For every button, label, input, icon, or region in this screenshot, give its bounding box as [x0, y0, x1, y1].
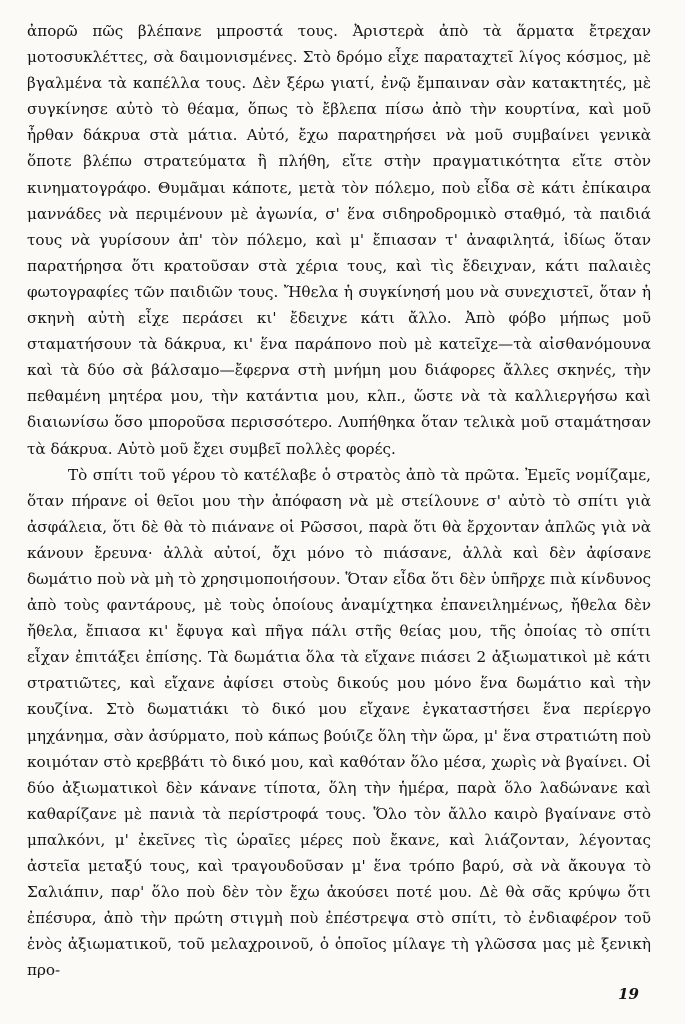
paragraph: ἀπορῶ πῶς βλέπανε μπροστά τους. Ἀριστερὰ ἀπὸ τὰ ἅρματα ἔτρεχαν μοτοσυκλέττες, σὰ δαιμονισμένες. Στὸ δρόμο εἶχε παραταχτεῖ λίγος κόσμος, μὲ βγαλμένα τὰ καπέλλα τους. Δὲν ξέρω γιατί, ἐνῷ ἔμπαιναν σὰν κατακτητές, μὲ συγκίνησε αὐτὸ τὸ θέαμα, ὅπως τὸ ἔβλεπα πίσω ἀπὸ τὴν κουρτίνα, καὶ μοῦ ἦρθαν δάκρυα στὰ μάτια. Αὐτό, ἔχω παρατηρήσει νὰ μοῦ συμβαίνει γενικὰ ὅποτε βλέπω στρατεύματα ἢ πλήθη, εἴτε στὴν πραγματικότητα εἴτε στὸν κινηματογράφο. Θυμᾶμαι κάποτε, μετὰ τὸν πόλεμο, ποὺ εἶδα σὲ κάτι ἐπίκαιρα μαννάδες νὰ περιμένουν μὲ ἀγωνία, σ' ἕνα σιδηροδρομικὸ σταθμό, τὰ παιδιά τους νὰ γυρίσουν ἀπ' τὸν πόλεμο, καὶ μ' ἔπιασαν τ' ἀναφιλητά, ἰδίως ὅταν παρατήρησα ὅτι κρατοῦσαν στὰ χέρια τους, καὶ τὶς ἔδειχναν, κάτι παλαιὲς φωτογραφίες τῶν παιδιῶν τους. Ἤθελα ἡ συγκίνησή μου νὰ συνεχιστεῖ, ὅταν ἡ σκηνὴ αὐτὴ εἶχε περάσει κι' ἔδειχνε κάτι ἄλλο. Ἀπὸ φόβο μήπως μοῦ σταματήσουν τὰ δάκρυα, κι' ἕνα παράπονο ποὺ μὲ κατεῖχε—τὰ αἰσθανόμουνα καὶ τὰ δύο σὰ βάλσαμο—ἔφερνα στὴ μνήμη μου διάφορες ἄλλες σκηνές, τὴν πεθαμένη μητέρα μου, τὴν κατάντια μου, κλπ., ὥστε νὰ τὰ καλλιεργήσω καὶ διαιωνίσω ὅσο μποροῦσα περισσότερο. Λυπήθηκα ὅταν τελικὰ μοῦ σταμάτησαν τὰ δάκρυα. Αὐτὸ μοῦ ἔχει συμβεῖ πολλὲς φορές.: [27, 22, 651, 458]
page-number: 19: [618, 985, 639, 1003]
paragraph: Τὸ σπίτι τοῦ γέρου τὸ κατέλαβε ὁ στρατὸς ἀπὸ τὰ πρῶτα. Ἐμεῖς νομίζαμε, ὅταν πήρανε οἱ θεῖοι μου τὴν ἀπόφαση νὰ μὲ στείλουνε σ' αὐτὸ τὸ σπίτι γιὰ ἀσφάλεια, ὅτι δὲ θὰ τὸ πιάνανε οἱ Ρῶσσοι, παρὰ ὅτι θὰ ἔρχονταν ἁπλῶς γιὰ νὰ κάνουν ἔρευνα· ἀλλὰ αὐτοί, ὄχι μόνο τὸ πιάσανε, ἀλλὰ καὶ δὲν ἀφίσανε δωμάτιο ποὺ νὰ μὴ τὸ χρησιμοποιήσουν. Ὅταν εἶδα ὅτι δὲν ὑπῆρχε πιὰ κίνδυνος ἀπὸ τοὺς φαντάρους, μὲ τοὺς ὁποίους ἀναμίχτηκα ἐπανειλημένως, ἤθελα δὲν ἤθελα, ἔπιασα κι' ἔφυγα καὶ πῆγα πάλι στῆς θείας μου, τῆς ὁποίας τὸ σπίτι εἶχαν ἐπιτάξει ἐπίσης. Τὰ δωμάτια ὅλα τὰ εἴχανε πιάσει 2 ἀξιωματικοὶ μὲ κάτι στρατιῶτες, καὶ εἴχανε ἀφίσει στοὺς δικούς μου μόνο ἕνα δωμάτιο καὶ τὴν κουζίνα. Στὸ δωματιάκι τὸ δικό μου εἴχανε ἐγκαταστήσει ἕνα περίεργο μηχάνημα, σὰν ἀσύρματο, ποὺ κάπως βούιζε ὅλη τὴν ὥρα, μ' ἕνα στρατιώτη ποὺ κοιμόταν στὸ κρεββάτι τὸ δικό μου, καὶ καθόταν ὅλο μέσα, χωρὶς νὰ βγαίνει. Οἱ δύο ἀξιωματικοὶ δὲν κάνανε τίποτα, ὅλη τὴν ἡμέρα, παρὰ ὅλο λαδώνανε καὶ καθαρίζανε μὲ πανιὰ τὰ περίστροφά τους. Ὅλο τὸν ἄλλο καιρὸ βγαίνανε στὸ μπαλκόνι, μ' ἐκεῖνες τὶς ὡραῖες μέρες ποὺ ἔκανε, καὶ λιάζονταν, λέγοντας ἀστεῖα μεταξύ τους, καὶ τραγουδοῦσαν μ' ἕνα τρόπο βαρύ, σὰ νὰ ἄκουγα τὸ Σαλιάπιν, παρ' ὅλο ποὺ δὲν τὸν ἔχω ἀκούσει ποτέ μου. Δὲ θὰ σᾶς κρύψω ὅτι ἐπέσυρα, ἀπὸ τὴν πρώτη στιγμὴ ποὺ ἐπέστρεψα στὸ σπίτι, τὸ ἐνδιαφέρον τοῦ ἑνὸς ἀξιωματικοῦ, τοῦ μελαχροινοῦ, ὁ ὁποῖος μίλαγε τὴ γλῶσσα μας μὲ ξενικὴ προ-: [27, 465, 651, 980]
body-text: [27, 18, 651, 983]
